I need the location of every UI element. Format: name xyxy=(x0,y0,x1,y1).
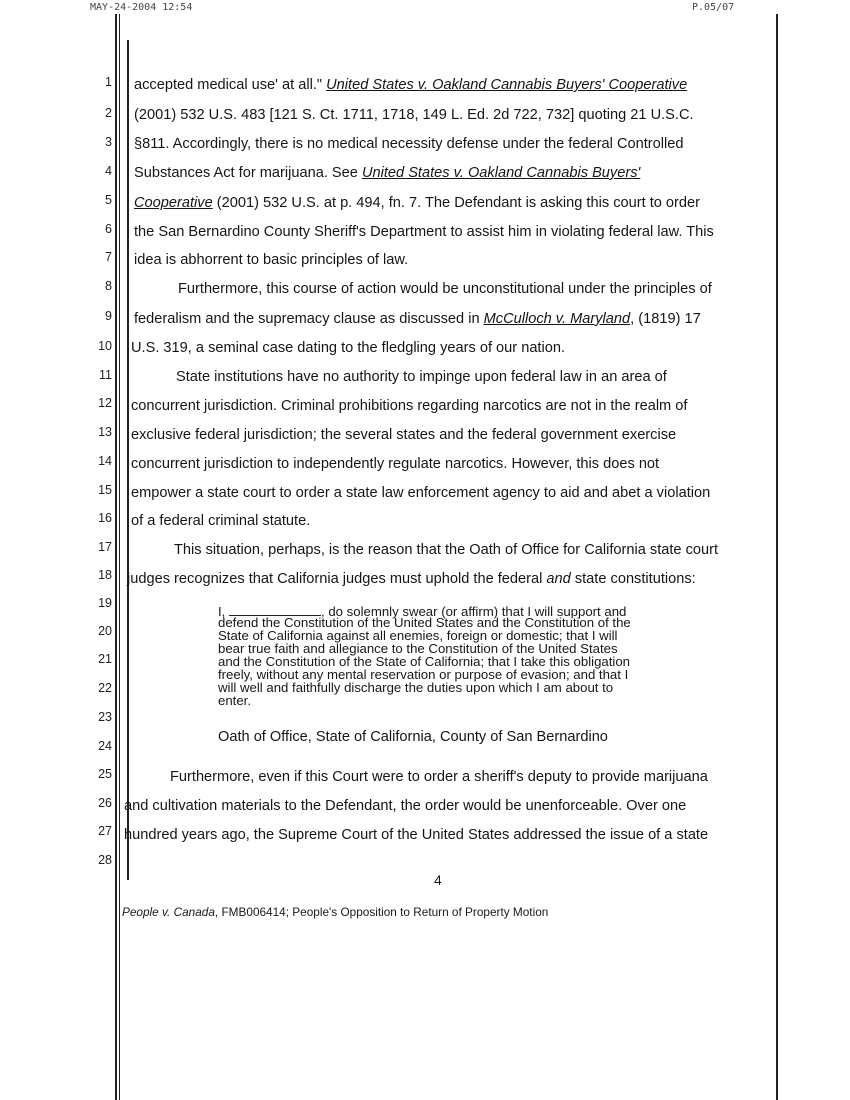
line-number: 12 xyxy=(98,396,112,410)
oath-text: , do solemnly swear (or affirm) that I will support and xyxy=(321,604,627,619)
text-line-10: U.S. 319, a seminal case dating to the fledgling years of our nation. xyxy=(131,340,566,356)
fax-page-indicator: P.05/07 xyxy=(692,2,735,13)
text-segment: state constitutions: xyxy=(570,571,696,587)
line-number: 2 xyxy=(105,106,112,120)
line-number: 23 xyxy=(98,710,112,724)
text-line-12: concurrent jurisdiction. Criminal prohibitions regarding narcotics are not in the realm of xyxy=(131,398,688,414)
line-number: 5 xyxy=(105,193,112,207)
line-number: 22 xyxy=(98,681,112,695)
oath-line: State of California against all enemies, foreign or domestic; that I will xyxy=(218,628,618,643)
oath-line: freely, without any mental reservation or purpose of evasion; and that I xyxy=(218,667,629,682)
page-number: 4 xyxy=(434,872,442,888)
footer-case-name: People v. Canada xyxy=(122,905,215,919)
left-margin-rule-inner xyxy=(119,14,120,1100)
line-number: 27 xyxy=(98,824,112,838)
line-number: 15 xyxy=(98,483,112,497)
line-number: 4 xyxy=(105,164,112,178)
text-segment: , (1819) 17 xyxy=(630,311,701,327)
line-number: 10 xyxy=(98,339,112,353)
text-segment: (2001) 532 U.S. at p. 494, fn. 7. The Defendant is asking this court to order xyxy=(212,195,700,211)
line-number: 26 xyxy=(98,796,112,810)
oath-line: enter. xyxy=(218,693,251,708)
text-line-15: empower a state court to order a state law enforcement agency to aid and abet a violation xyxy=(131,485,711,501)
text-line-9 xyxy=(134,311,701,327)
oath-line: and the Constitution of the State of California; that I take this obligation xyxy=(218,654,630,669)
line-number: 14 xyxy=(98,454,112,468)
line-number: 3 xyxy=(105,135,112,149)
text-line-4 xyxy=(134,165,640,181)
line-number: 8 xyxy=(105,279,112,293)
oath-source-citation: Oath of Office, State of California, County of San Bernardino xyxy=(218,729,608,745)
text-line-27: hundred years ago, the Supreme Court of the United States addressed the issue of a state xyxy=(124,827,709,843)
line-number: 1 xyxy=(105,75,112,89)
text-line-26: and cultivation materials to the Defendant, the order would be unenforceable. Over one xyxy=(124,798,687,814)
text-line-25: Furthermore, even if this Court were to order a sheriff's deputy to provide marijuana xyxy=(170,769,708,785)
line-number: 7 xyxy=(105,250,112,264)
line-number: 6 xyxy=(105,222,112,236)
footer-text: , FMB006414; People's Opposition to Return of Property Motion xyxy=(214,905,549,919)
oath-text: I, xyxy=(218,604,229,619)
text-line-17: This situation, perhaps, is the reason that the Oath of Office for California state court xyxy=(174,542,719,558)
line-number: 28 xyxy=(98,853,112,867)
text-line-16: of a federal criminal statute. xyxy=(131,513,311,529)
text-line-8: Furthermore, this course of action would be unconstitutional under the principles of xyxy=(178,281,712,297)
text-line-7: idea is abhorrent to basic principles of law. xyxy=(134,252,409,268)
text-segment: accepted medical use' at all." xyxy=(134,77,327,93)
line-number: 20 xyxy=(98,624,112,638)
line-number: 24 xyxy=(98,739,112,753)
text-line-1 xyxy=(134,77,687,93)
text-segment: federalism and the supremacy clause as discussed in xyxy=(134,311,484,327)
document-footer xyxy=(122,905,548,919)
text-line-13: exclusive federal jurisdiction; the several states and the federal government exercise xyxy=(131,427,677,443)
text-line-5 xyxy=(134,195,700,211)
text-line-3: §811. Accordingly, there is no medical necessity defense under the federal Controlled xyxy=(134,136,684,152)
line-number: 17 xyxy=(98,540,112,554)
text-line-11: State institutions have no authority to impinge upon federal law in an area of xyxy=(176,369,667,385)
line-number: 11 xyxy=(99,368,112,382)
line-number: 9 xyxy=(105,309,112,323)
text-segment: judges recognizes that California judges must uphold the federal xyxy=(127,571,547,587)
left-margin-rule-outer xyxy=(115,14,117,1100)
fax-timestamp: MAY-24-2004 12:54 xyxy=(90,2,193,13)
line-number: 21 xyxy=(98,652,112,666)
case-citation: McCulloch v. Maryland xyxy=(483,311,631,327)
oath-line: defend the Constitution of the United States and the Constitution of the xyxy=(218,615,631,630)
fax-header xyxy=(0,2,850,18)
line-number: 16 xyxy=(98,511,112,525)
case-citation: Cooperative xyxy=(134,195,213,211)
line-number: 25 xyxy=(98,767,112,781)
text-line-14: concurrent jurisdiction to independently regulate narcotics. However, this does not xyxy=(131,456,660,472)
left-margin-rule-third xyxy=(127,40,129,880)
right-margin-rule xyxy=(776,14,778,1100)
line-number: 13 xyxy=(98,425,112,439)
line-number: 18 xyxy=(98,568,112,582)
case-citation: United States v. Oakland Cannabis Buyers' xyxy=(361,165,641,181)
text-line-6: the San Bernardino County Sheriff's Department to assist him in violating federal law. This xyxy=(134,224,714,240)
oath-line: will well and faithfully discharge the duties upon which I am about to xyxy=(218,680,614,695)
text-line-2: (2001) 532 U.S. 483 [121 S. Ct. 1711, 1718, 149 L. Ed. 2d 722, 732] quoting 21 U.S.C. xyxy=(134,107,694,123)
text-line-18 xyxy=(127,571,696,587)
text-segment: Substances Act for marijuana. See xyxy=(134,165,362,181)
case-citation: United States v. Oakland Cannabis Buyers' Cooperative xyxy=(326,77,688,93)
oath-line: bear true faith and allegiance to the Constitution of the United States xyxy=(218,641,618,656)
emphasis: and xyxy=(546,571,571,587)
line-number: 19 xyxy=(98,596,112,610)
